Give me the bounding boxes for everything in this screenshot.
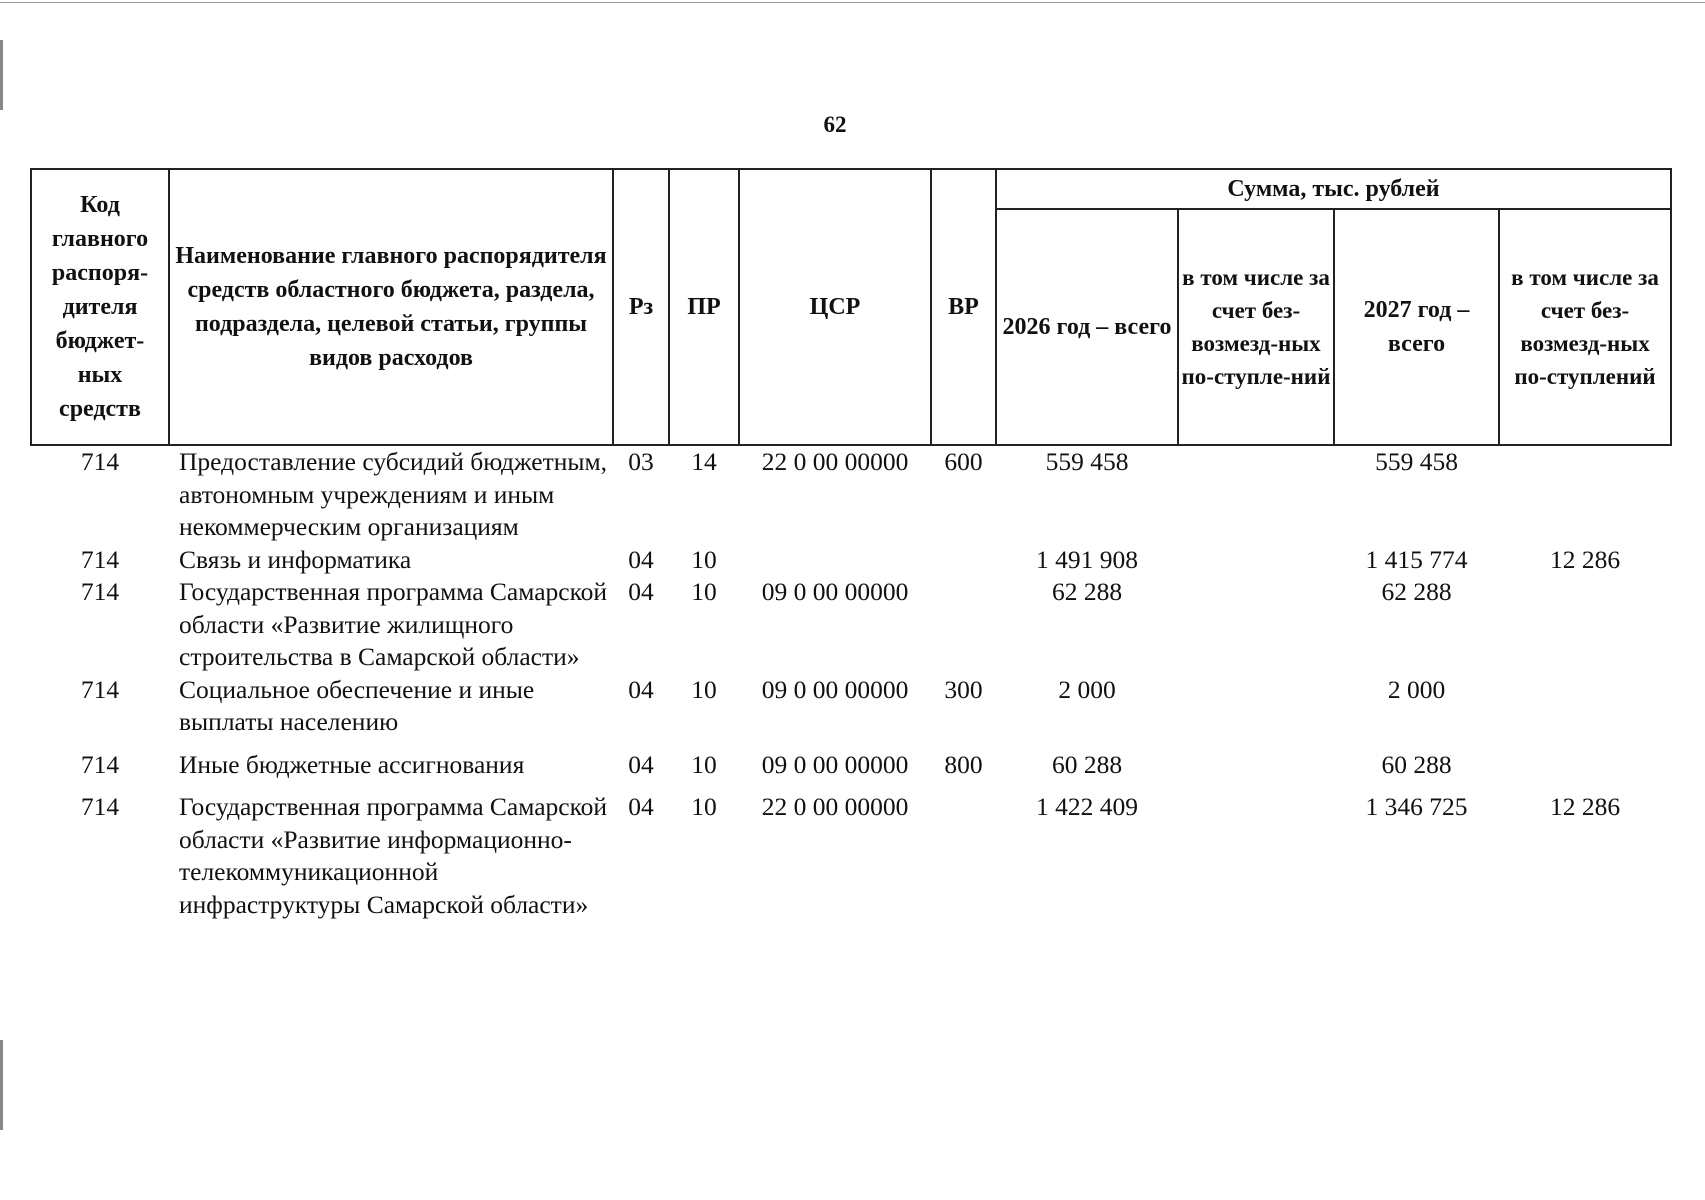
cell-code: 714 (80, 674, 120, 704)
header-2027-total: 2027 год – всего (1334, 209, 1499, 445)
cell-csr: 22 0 00 00000 (761, 792, 909, 821)
cell-rz: 03 (628, 447, 654, 476)
cell-pr: 10 (691, 674, 717, 704)
cell-vr (931, 544, 996, 577)
cell-vr (931, 781, 996, 921)
cell-2027-grants: 12 286 (1549, 544, 1621, 574)
cell-2026-total: 1 491 908 (1036, 544, 1138, 574)
cell-code: 714 (80, 577, 120, 606)
cell-name: Государственная программа Самарской области «Развитие жилищного строительства в Самарской области» (179, 577, 608, 671)
cell-code: 714 (80, 792, 120, 821)
cell-pr: 10 (691, 792, 717, 821)
table-row (31, 576, 1671, 674)
table-body (31, 445, 1671, 921)
table-row (31, 544, 1671, 577)
cell-csr: 22 0 00 00000 (761, 447, 909, 476)
cell-2026-grants (1178, 781, 1334, 921)
header-sum-group: Сумма, тыс. рублей (996, 169, 1671, 209)
cell-2026-total: 62 288 (1051, 577, 1123, 606)
cell-pr: 10 (691, 544, 717, 574)
table-row (31, 781, 1671, 921)
cell-name: Социальное обеспечение и иные выплаты населению (179, 674, 535, 736)
cell-pr: 10 (691, 749, 717, 779)
cell-csr: 09 0 00 00000 (761, 577, 909, 606)
cell-2026-grants (1178, 674, 1334, 739)
cell-vr: 600 (944, 447, 983, 476)
scan-edge-mark (0, 40, 3, 110)
header-rz: Рз (613, 169, 669, 445)
header-2027-grants: в том числе за счет без-возмезд-ных по-ступлений (1499, 209, 1671, 445)
cell-csr: 09 0 00 00000 (761, 674, 909, 704)
cell-csr: 09 0 00 00000 (761, 749, 909, 779)
table-row (31, 739, 1671, 782)
cell-pr: 10 (691, 577, 717, 606)
table-row (31, 674, 1671, 739)
header-2026-total: 2026 год – всего (996, 209, 1178, 445)
cell-vr (931, 576, 996, 674)
cell-2027-grants (1499, 576, 1671, 674)
table-row (31, 445, 1671, 544)
cell-2027-total: 2 000 (1387, 674, 1446, 704)
header-2026-grants: в том числе за счет без-возмезд-ных по-ступле-ний (1178, 209, 1334, 445)
cell-2027-grants (1499, 674, 1671, 739)
cell-pr: 14 (691, 447, 717, 476)
page-number: 62 (823, 112, 847, 137)
cell-rz: 04 (628, 544, 654, 574)
cell-name: Связь и информатика (179, 544, 412, 574)
cell-rz: 04 (628, 674, 654, 704)
cell-rz: 04 (628, 749, 654, 779)
cell-2026-total: 60 288 (1051, 749, 1123, 779)
cell-code: 714 (80, 544, 120, 574)
header-name: Наименование главного распорядителя средств областного бюджета, раздела, подраздела, целевой статьи, группы видов расходов (169, 169, 613, 445)
cell-2027-total: 1 415 774 (1365, 544, 1468, 574)
header-pr: ПР (669, 169, 739, 445)
cell-2026-total: 2 000 (1058, 674, 1116, 704)
cell-2027-total: 60 288 (1381, 749, 1452, 779)
cell-2027-total: 559 458 (1375, 447, 1458, 476)
budget-table (30, 168, 1672, 921)
cell-2027-total: 62 288 (1381, 577, 1452, 606)
cell-2026-grants (1178, 544, 1334, 577)
cell-2026-total: 1 422 409 (1036, 792, 1138, 821)
header-vr: ВР (931, 169, 996, 445)
cell-2027-grants: 12 286 (1549, 792, 1621, 821)
table-header (31, 169, 1671, 445)
cell-name: Государственная программа Самарской области «Развитие информационно-телекоммуникационной инфраструктуры Самарской области» (179, 792, 608, 919)
header-csr: ЦСР (739, 169, 931, 445)
cell-code: 714 (80, 447, 120, 476)
header-code: Код главного распоря-дителя бюджет-ных средств (31, 169, 169, 445)
cell-name: Иные бюджетные ассигнования (179, 749, 525, 779)
cell-code: 714 (80, 749, 120, 779)
cell-2026-grants (1178, 576, 1334, 674)
scan-edge-mark (0, 1040, 3, 1130)
cell-2026-grants (1178, 739, 1334, 782)
top-scan-edge (0, 2, 1705, 3)
cell-2026-total: 559 458 (1045, 447, 1129, 476)
cell-2027-grants (1499, 445, 1671, 544)
cell-rz: 04 (628, 577, 654, 606)
cell-vr: 800 (944, 749, 983, 779)
cell-2026-grants (1178, 445, 1334, 544)
cell-2027-grants (1499, 739, 1671, 782)
cell-csr (739, 544, 931, 577)
cell-name: Предоставление субсидий бюджетным, автономным учреждениям и иным некоммерческим организациям (179, 447, 608, 541)
cell-rz: 04 (628, 792, 654, 821)
cell-2027-total: 1 346 725 (1365, 792, 1468, 821)
cell-vr: 300 (944, 674, 983, 704)
